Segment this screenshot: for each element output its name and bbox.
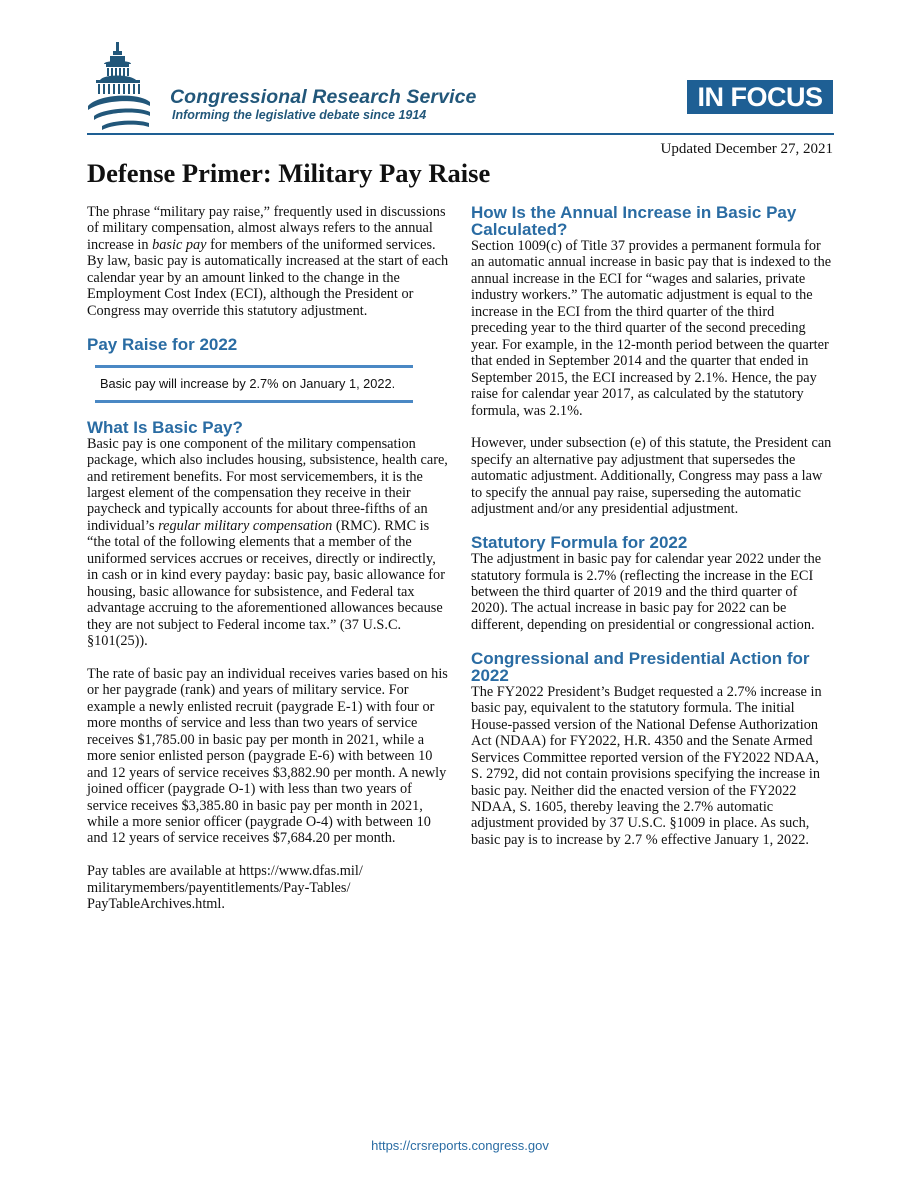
how-calculated-paragraph-1: Section 1009(c) of Title 37 provides a permanent formula for an automatic annual increase in basic pay that is indexed to the annual increase in the ECI for “wages and salaries, private industry workers.” The automatic adjustment is equal to the increase in the ECI from the third quarter of the third preceding year to the third quarter of the second preceding year. For example, in the 12-month period between the quarter that ended in September 2014 and the quarter that ended in September 2015, the ECI increased by 2.1%. Hence, the pay raise for calendar year 2017, as calculated by the statutory formula, was 2.1%.	[471, 238, 832, 419]
statutory-formula-heading: Statutory Formula for 2022	[471, 533, 688, 553]
congressional-action-paragraph: The FY2022 President’s Budget requested a 2.7% increase in basic pay, equivalent to the statutory formula. The initial House-passed version of the National Defense Authorization Act (NDAA) for FY2022, H.R. 4350 and the Senate Armed Services Committee reported version of the FY2022 NDAA, S. 2792, did not contain provisions specifying the increase in basic pay. Neither did the enacted version of the FY2022 NDAA, S. 1605, thereby leaving the 2.7% automatic adjustment provided by 37 U.S.C. §1009 in place. As such, basic pay is to increase by 2.7 % effective January 1, 2022.	[471, 683, 822, 848]
org-name: Congressional Research Service	[170, 86, 477, 108]
how-calculated-heading: How Is the Annual Increase in Basic Pay Calculated?	[471, 203, 797, 239]
basic-pay-term: basic pay	[152, 236, 207, 253]
statutory-formula-paragraph: The adjustment in basic pay for calendar year 2022 under the statutory formula is 2.7% (reflecting the increase in the ECI between the third quarter of 2019 and the third quarter of 2020). The actual increase in basic pay for 2022 can be different, depending on presidential or congressional action.	[471, 551, 822, 633]
pay-raise-callout: Basic pay will increase by 2.7% on January 1, 2022.	[95, 365, 413, 403]
how-calculated-paragraph-2: However, under subsection (e) of this statute, the President can specify an alternative pay adjustment that supersedes the automatic adjustment. Additionally, Congress may pass a law to specify the annual pay raise, superseding the automatic adjustment and/or any presidential adjustment.	[471, 435, 832, 518]
updated-date: Updated December 27, 2021	[660, 141, 833, 157]
pay-raise-heading: Pay Raise for 2022	[87, 334, 238, 354]
in-focus-badge: IN FOCUS	[687, 80, 833, 114]
header	[0, 0, 920, 140]
rate-paragraph: The rate of basic pay an individual receives varies based on his or her paygrade (rank) and years of military service. For example a newly enlisted recruit (paygrade E-1) with four or more months of service and less than two years of service receives $1,785.00 in basic pay per month in 2021, while a more senior enlisted person (paygrade E-6) with between 10 and 12 years of service receives $3,882.90 per month. A newly joined officer (paygrade O-1) with less than two years of service receives $3,385.80 in basic pay per month in 2021, while a more senior officer (paygrade O-4) with between 10 and 12 years of service receives $7,684.20 per month.	[87, 665, 448, 847]
pay-tables-paragraph: Pay tables are available at https://www.dfas.mil/ militarymembers/payentitlements/Pay-Tables/ PayTableArchives.html.	[87, 863, 363, 913]
basic-pay-text-1: Basic pay is one component of the military compensation package, which also includes housing, subsistence, health care, and retirement benefits. For most servicemembers, it is the largest element of the compensation they receive in their paycheck and typically accounts for about three-fifths of an individual’s	[87, 435, 448, 534]
page-title: Defense Primer: Military Pay Raise	[87, 158, 491, 188]
footer-url-link[interactable]: https://crsreports.congress.gov	[371, 1138, 549, 1153]
left-column	[87, 204, 449, 913]
basic-pay-paragraph	[87, 436, 449, 650]
basic-pay-text-2: (RMC). RMC is “the total of the following elements that a member of the uniformed services accrues or receives, directly or indirectly, in cash or in kind every payday: basic pay, basic allowance for housing, basic allowance for subsistence, and Federal tax advantage accruing to the aforementioned allowances because they are not subject to Federal income tax.” (37 U.S.C. §101(25)).	[87, 517, 445, 650]
intro-paragraph	[87, 204, 449, 319]
capitol-dome-icon	[86, 40, 166, 130]
org-tagline: Informing the legislative debate since 1914	[172, 108, 427, 122]
right-column	[471, 204, 833, 848]
rmc-term: regular military compensation	[158, 517, 333, 534]
intro-text-1: The phrase “military pay raise,” frequently used in discussions of military compensation, almost always refers to the annual increase in	[87, 204, 446, 253]
congressional-action-heading: Congressional and Presidential Action for 2022	[471, 648, 810, 685]
basic-pay-heading: What Is Basic Pay?	[87, 417, 243, 437]
intro-text-2: for members of the uniformed services. By law, basic pay is automatically increased at the start of each calendar year by an amount linked to the change in the Employment Cost Index (ECI), although the President or Congress may override this statutory adjustment.	[87, 236, 449, 319]
header-divider	[87, 133, 834, 135]
